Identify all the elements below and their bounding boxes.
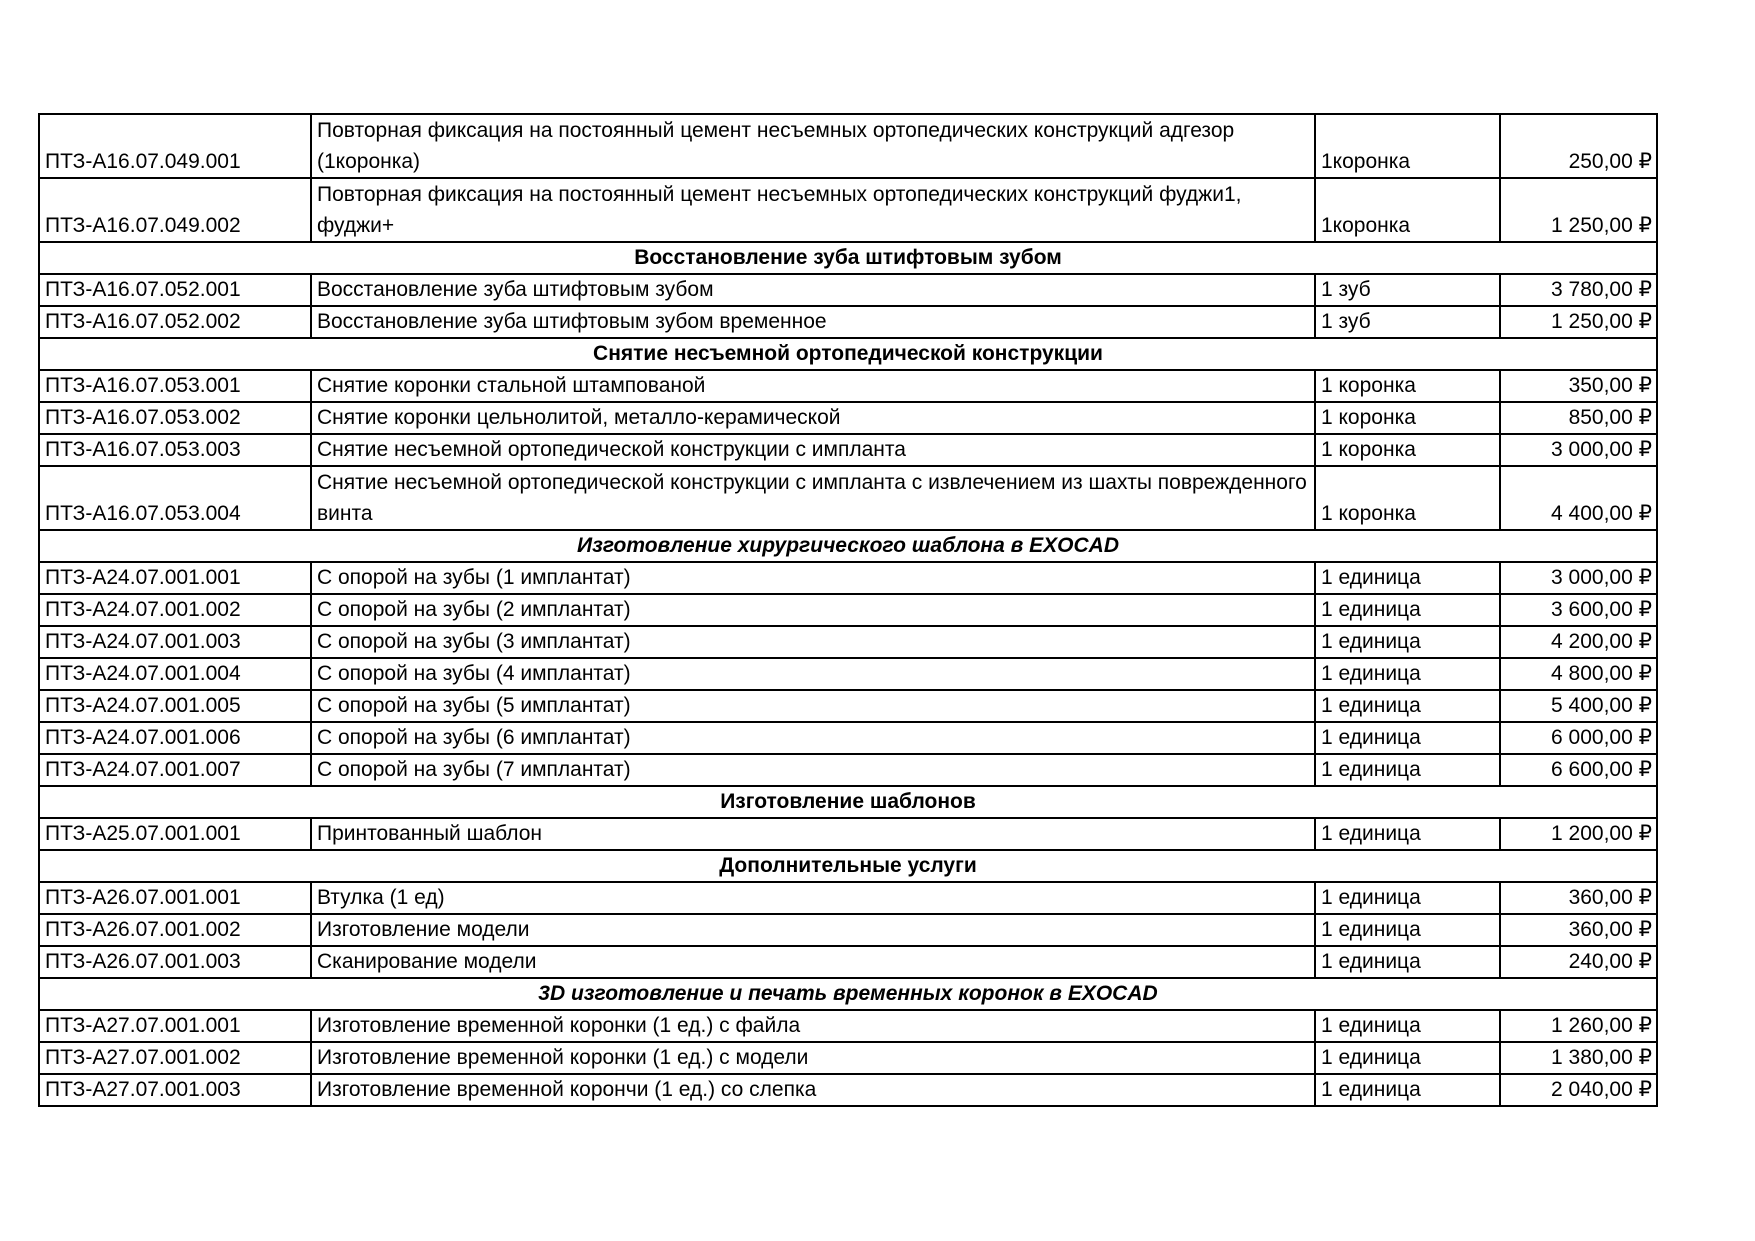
price-cell: 3 000,00 ₽: [1500, 434, 1657, 466]
section-header-row: [39, 978, 1657, 1010]
service-description-cell: С опорой на зубы (2 имплантат): [311, 594, 1315, 626]
service-code-cell: ПТЗ-А24.07.001.001: [39, 562, 311, 594]
table-row: [39, 1010, 1657, 1042]
service-code-cell: ПТЗ-А27.07.001.002: [39, 1042, 311, 1074]
unit-cell: 1 единица: [1315, 594, 1500, 626]
section-title: Дополнительные услуги: [39, 850, 1657, 882]
service-description-cell: С опорой на зубы (5 имплантат): [311, 690, 1315, 722]
price-cell: 3 000,00 ₽: [1500, 562, 1657, 594]
service-description-cell: Сканирование модели: [311, 946, 1315, 978]
table-row: [39, 626, 1657, 658]
table-row: [39, 434, 1657, 466]
unit-cell: 1 единица: [1315, 1010, 1500, 1042]
service-description-cell: Снятие несъемной ортопедической конструкции с импланта с извлечением из шахты поврежденного винта: [311, 466, 1315, 530]
table-row: [39, 178, 1657, 242]
unit-cell: 1 единица: [1315, 946, 1500, 978]
service-code-cell: ПТЗ-А25.07.001.001: [39, 818, 311, 850]
price-cell: 350,00 ₽: [1500, 370, 1657, 402]
service-description-cell: С опорой на зубы (7 имплантат): [311, 754, 1315, 786]
table-row: [39, 1074, 1657, 1106]
service-code-cell: ПТЗ-А24.07.001.007: [39, 754, 311, 786]
service-description-cell: С опорой на зубы (1 имплантат): [311, 562, 1315, 594]
service-description-cell: С опорой на зубы (4 имплантат): [311, 658, 1315, 690]
price-cell: 4 400,00 ₽: [1500, 466, 1657, 530]
service-code-cell: ПТЗ-А26.07.001.002: [39, 914, 311, 946]
price-cell: 1 250,00 ₽: [1500, 306, 1657, 338]
unit-cell: 1 единица: [1315, 626, 1500, 658]
table-row: [39, 370, 1657, 402]
service-code-cell: ПТЗ-А26.07.001.001: [39, 882, 311, 914]
section-header-row: [39, 530, 1657, 562]
service-code-cell: ПТЗ-А16.07.049.002: [39, 178, 311, 242]
service-description-cell: Изготовление временной коронки (1 ед.) с модели: [311, 1042, 1315, 1074]
price-cell: 360,00 ₽: [1500, 882, 1657, 914]
table-row: [39, 562, 1657, 594]
service-code-cell: ПТЗ-А27.07.001.003: [39, 1074, 311, 1106]
service-description-cell: Изготовление временной корончи (1 ед.) со слепка: [311, 1074, 1315, 1106]
service-code-cell: ПТЗ-А16.07.049.001: [39, 114, 311, 178]
unit-cell: 1 единица: [1315, 1074, 1500, 1106]
price-cell: 1 200,00 ₽: [1500, 818, 1657, 850]
price-cell: 360,00 ₽: [1500, 914, 1657, 946]
price-cell: 6 600,00 ₽: [1500, 754, 1657, 786]
price-cell: 240,00 ₽: [1500, 946, 1657, 978]
section-title: Снятие несъемной ортопедической конструкции: [39, 338, 1657, 370]
table-row: [39, 466, 1657, 530]
unit-cell: 1 единица: [1315, 1042, 1500, 1074]
section-header-row: [39, 786, 1657, 818]
price-cell: 1 260,00 ₽: [1500, 1010, 1657, 1042]
unit-cell: 1 единица: [1315, 658, 1500, 690]
table-row: [39, 818, 1657, 850]
unit-cell: 1 коронка: [1315, 466, 1500, 530]
service-code-cell: ПТЗ-А27.07.001.001: [39, 1010, 311, 1042]
unit-cell: 1 единица: [1315, 882, 1500, 914]
unit-cell: 1 коронка: [1315, 370, 1500, 402]
service-code-cell: ПТЗ-А24.07.001.003: [39, 626, 311, 658]
price-table: [38, 113, 1658, 1107]
section-header-row: [39, 338, 1657, 370]
service-code-cell: ПТЗ-А26.07.001.003: [39, 946, 311, 978]
price-cell: 3 600,00 ₽: [1500, 594, 1657, 626]
price-table-body: [39, 114, 1657, 1106]
unit-cell: 1 единица: [1315, 754, 1500, 786]
section-header-row: [39, 242, 1657, 274]
service-description-cell: Снятие коронки стальной штампованой: [311, 370, 1315, 402]
table-row: [39, 1042, 1657, 1074]
unit-cell: 1 единица: [1315, 818, 1500, 850]
table-row: [39, 402, 1657, 434]
table-row: [39, 946, 1657, 978]
service-code-cell: ПТЗ-А24.07.001.004: [39, 658, 311, 690]
table-row: [39, 658, 1657, 690]
unit-cell: 1 коронка: [1315, 434, 1500, 466]
unit-cell: 1 единица: [1315, 914, 1500, 946]
service-description-cell: Изготовление модели: [311, 914, 1315, 946]
service-description-cell: Втулка (1 ед): [311, 882, 1315, 914]
service-code-cell: ПТЗ-А24.07.001.006: [39, 722, 311, 754]
unit-cell: 1 единица: [1315, 690, 1500, 722]
service-code-cell: ПТЗ-А24.07.001.002: [39, 594, 311, 626]
service-code-cell: ПТЗ-А16.07.052.001: [39, 274, 311, 306]
section-title: Изготовление шаблонов: [39, 786, 1657, 818]
service-code-cell: ПТЗ-А16.07.053.002: [39, 402, 311, 434]
section-title: 3D изготовление и печать временных коронок в EXOCAD: [39, 978, 1657, 1010]
service-code-cell: ПТЗ-А24.07.001.005: [39, 690, 311, 722]
price-cell: 850,00 ₽: [1500, 402, 1657, 434]
table-row: [39, 690, 1657, 722]
service-code-cell: ПТЗ-А16.07.053.003: [39, 434, 311, 466]
price-cell: 1 380,00 ₽: [1500, 1042, 1657, 1074]
service-description-cell: Снятие несъемной ортопедической конструкции с импланта: [311, 434, 1315, 466]
price-cell: 4 800,00 ₽: [1500, 658, 1657, 690]
unit-cell: 1коронка: [1315, 114, 1500, 178]
service-description-cell: Снятие коронки цельнолитой, металло-керамической: [311, 402, 1315, 434]
service-code-cell: ПТЗ-А16.07.052.002: [39, 306, 311, 338]
service-description-cell: Повторная фиксация на постоянный цемент несъемных ортопедических конструкций адгезор (1коронка): [311, 114, 1315, 178]
service-description-cell: Повторная фиксация на постоянный цемент несъемных ортопедических конструкций фуджи1, фуджи+: [311, 178, 1315, 242]
section-title: Восстановление зуба штифтовым зубом: [39, 242, 1657, 274]
service-code-cell: ПТЗ-А16.07.053.001: [39, 370, 311, 402]
table-row: [39, 114, 1657, 178]
service-description-cell: С опорой на зубы (6 имплантат): [311, 722, 1315, 754]
price-cell: 4 200,00 ₽: [1500, 626, 1657, 658]
unit-cell: 1 зуб: [1315, 306, 1500, 338]
table-row: [39, 274, 1657, 306]
unit-cell: 1коронка: [1315, 178, 1500, 242]
service-description-cell: С опорой на зубы (3 имплантат): [311, 626, 1315, 658]
service-description-cell: Восстановление зуба штифтовым зубом временное: [311, 306, 1315, 338]
price-cell: 5 400,00 ₽: [1500, 690, 1657, 722]
table-row: [39, 594, 1657, 626]
section-header-row: [39, 850, 1657, 882]
table-row: [39, 882, 1657, 914]
unit-cell: 1 коронка: [1315, 402, 1500, 434]
price-cell: 6 000,00 ₽: [1500, 722, 1657, 754]
unit-cell: 1 единица: [1315, 562, 1500, 594]
price-cell: 3 780,00 ₽: [1500, 274, 1657, 306]
service-description-cell: Изготовление временной коронки (1 ед.) с файла: [311, 1010, 1315, 1042]
price-cell: 250,00 ₽: [1500, 114, 1657, 178]
table-row: [39, 914, 1657, 946]
price-cell: 2 040,00 ₽: [1500, 1074, 1657, 1106]
table-row: [39, 722, 1657, 754]
service-code-cell: ПТЗ-А16.07.053.004: [39, 466, 311, 530]
price-cell: 1 250,00 ₽: [1500, 178, 1657, 242]
unit-cell: 1 зуб: [1315, 274, 1500, 306]
unit-cell: 1 единица: [1315, 722, 1500, 754]
table-row: [39, 306, 1657, 338]
service-description-cell: Принтованный шаблон: [311, 818, 1315, 850]
service-description-cell: Восстановление зуба штифтовым зубом: [311, 274, 1315, 306]
section-title: Изготовление хирургического шаблона в EXOCAD: [39, 530, 1657, 562]
table-row: [39, 754, 1657, 786]
